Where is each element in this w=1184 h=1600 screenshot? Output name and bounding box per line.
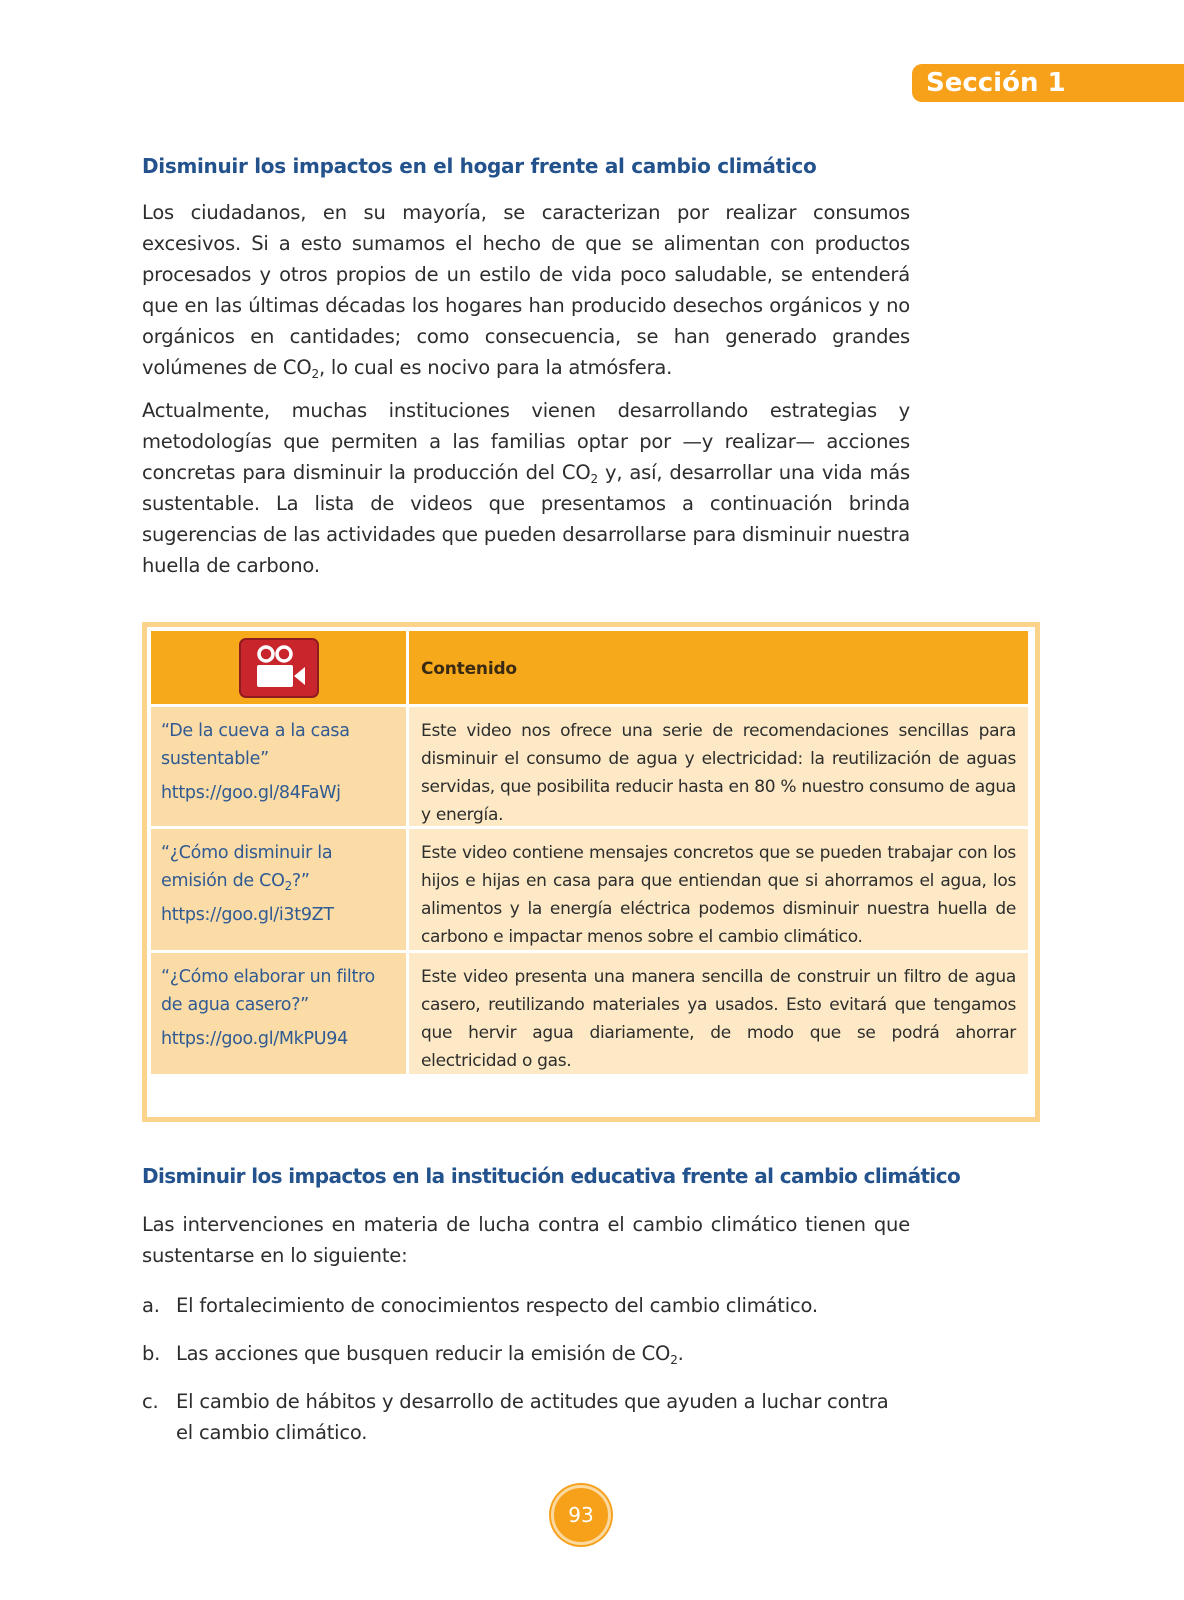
paragraph-text: y, así, desarrollar una vida más sustentable. La lista de videos que presentamos a continuación brinda sugerencias de las actividades que pueden desarrollarse para disminuir nuestra huella de carbono. (142, 461, 910, 577)
video-row-2-info (151, 829, 409, 953)
table-header-content: Contenido (409, 631, 1031, 707)
heading-home-impacts: Disminuir los impactos en el hogar frente al cambio climático (142, 154, 817, 178)
video-link[interactable]: https://goo.gl/i3t9ZT (161, 905, 334, 925)
list-item-text: El cambio de hábitos y desarrollo de actitudes que ayuden a luchar contra el cambio climático. (176, 1390, 889, 1444)
subscript: 2 (670, 1353, 678, 1367)
paragraph-consumption (142, 197, 910, 383)
video-table-box (142, 622, 1040, 1122)
video-camera-icon (239, 638, 319, 698)
video-title: “¿Cómo elaborar un filtro de agua casero?” (161, 967, 375, 1015)
video-table (151, 631, 1031, 1077)
list-item (142, 1290, 910, 1321)
list-item-text-part: Las acciones que busquen reducir la emisión de CO (176, 1342, 671, 1365)
video-row-3-description (409, 953, 1031, 1077)
paragraph-text: , lo cual es nocivo para la atmósfera. (318, 356, 673, 379)
video-title-text: “¿Cómo disminuir la emisión de CO (161, 843, 333, 891)
paragraph-strategies (142, 395, 910, 581)
video-title (161, 839, 398, 895)
list-marker: a. (142, 1294, 160, 1317)
list-item-text-part: . (677, 1342, 684, 1365)
video-description: Este video presenta una manera sencilla de construir un filtro de agua casero, reutilizando materiales ya usados. Esto evitará que tengamos que hervir agua diariamente, de modo que se podrá ahorrar electricidad o gas. (421, 967, 1016, 1071)
list-item-text: El fortalecimiento de conocimientos respecto del cambio climático. (176, 1294, 818, 1317)
section-tab: Sección 1 (912, 64, 1184, 102)
subscript: 2 (311, 367, 319, 381)
paragraph-text: Los ciudadanos, en su mayoría, se caracterizan por realizar consumos excesivos. Si a esto sumamos el hecho de que se alimentan con productos procesados y otros propios de un estilo de vida poco saludable, se entenderá que en las últimas décadas los hogares han producido desechos orgánicos y no orgánicos en cantidades; como consecuencia, se han generado grandes volúmenes de CO (142, 201, 910, 379)
video-link[interactable]: https://goo.gl/84FaWj (161, 783, 341, 803)
list-item (142, 1386, 910, 1448)
subscript: 2 (590, 472, 598, 486)
video-description: Este video contiene mensajes concretos que se pueden trabajar con los hijos e hijas en casa para que entiendan que si ahorramos el agua, los alimentos y la energía eléctrica podemos disminuir nuestra huella de carbono e impactar menos sobre el cambio climático. (421, 843, 1016, 947)
video-row-1-info (151, 707, 409, 829)
video-row-1-description (409, 707, 1031, 829)
list-marker: b. (142, 1342, 161, 1365)
paragraph-interventions: Las intervenciones en materia de lucha contra el cambio climático tienen que sustentarse en lo siguiente: (142, 1213, 910, 1267)
video-title: “De la cueva a la casa sustentable” (161, 721, 350, 769)
video-row-3-info (151, 953, 409, 1077)
interventions-list (142, 1290, 910, 1465)
video-row-2-description (409, 829, 1031, 953)
list-item (142, 1338, 910, 1369)
subscript: 2 (284, 879, 292, 893)
video-link[interactable]: https://goo.gl/MkPU94 (161, 1029, 348, 1049)
table-header-icon-cell (151, 631, 409, 707)
list-marker: c. (142, 1390, 159, 1413)
list-item-text (176, 1338, 684, 1369)
video-description: Este video nos ofrece una serie de recomendaciones sencillas para disminuir el consumo de agua y electricidad: la reutilización de aguas servidas, que posibilita reducir hasta en 80 % nuestro consumo de agua y energía. (421, 721, 1017, 825)
video-title-text: ?” (291, 871, 310, 891)
paragraph-text: Actualmente, muchas instituciones vienen desarrollando estrategias y metodologías que permiten a las familias optar por —y realizar— acciones concretas para disminuir la producción del CO (142, 399, 910, 484)
page-number: 93 (551, 1485, 611, 1545)
heading-school-impacts: Disminuir los impactos en la institución educativa frente al cambio climático (142, 1164, 961, 1188)
